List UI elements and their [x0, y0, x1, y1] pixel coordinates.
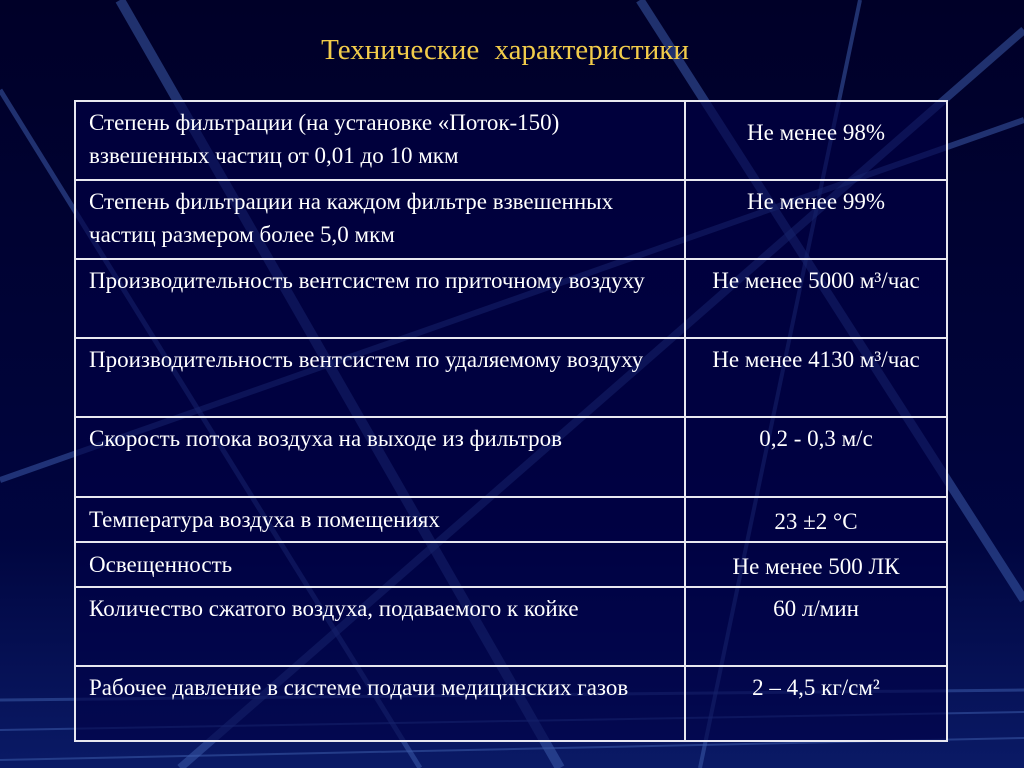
- table-row: [75, 417, 947, 497]
- table-row: [75, 542, 947, 587]
- value-cell: 60 л/мин: [685, 587, 947, 666]
- param-cell: Производительность вентсистем по приточному воздуху: [75, 259, 685, 338]
- param-cell: Количество сжатого воздуха, подаваемого к койке: [75, 587, 685, 666]
- param-cell: Температура воздуха в помещениях: [75, 497, 685, 542]
- param-cell: Скорость потока воздуха на выходе из фильтров: [75, 417, 685, 497]
- param-cell: Рабочее давление в системе подачи медицинских газов: [75, 666, 685, 741]
- value-cell: 0,2 - 0,3 м/с: [685, 417, 947, 497]
- param-cell: Производительность вентсистем по удаляемому воздуху: [75, 338, 685, 417]
- value-cell: 23 ±2 °С: [685, 497, 947, 542]
- value-cell: Не менее 99%: [685, 180, 947, 259]
- table-row: [75, 180, 947, 259]
- table-row: [75, 338, 947, 417]
- param-cell: Степень фильтрации (на установке «Поток-150) взвешенных частиц от 0,01 до 10 мкм: [75, 101, 685, 180]
- param-cell: Степень фильтрации на каждом фильтре взвешенных частиц размером более 5,0 мкм: [75, 180, 685, 259]
- value-cell: Не менее 5000 м³/час: [685, 259, 947, 338]
- table-row: [75, 101, 947, 180]
- value-cell: Не менее 500 ЛК: [685, 542, 947, 587]
- page-title: Технические характеристики: [321, 34, 689, 66]
- value-cell: 2 – 4,5 кг/см²: [685, 666, 947, 741]
- table-row: [75, 587, 947, 666]
- specifications-table: [74, 100, 948, 742]
- table-row: [75, 666, 947, 741]
- table-row: [75, 497, 947, 542]
- param-cell: Освещенность: [75, 542, 685, 587]
- value-cell: Не менее 98%: [685, 101, 947, 180]
- table-row: [75, 259, 947, 338]
- value-cell: Не менее 4130 м³/час: [685, 338, 947, 417]
